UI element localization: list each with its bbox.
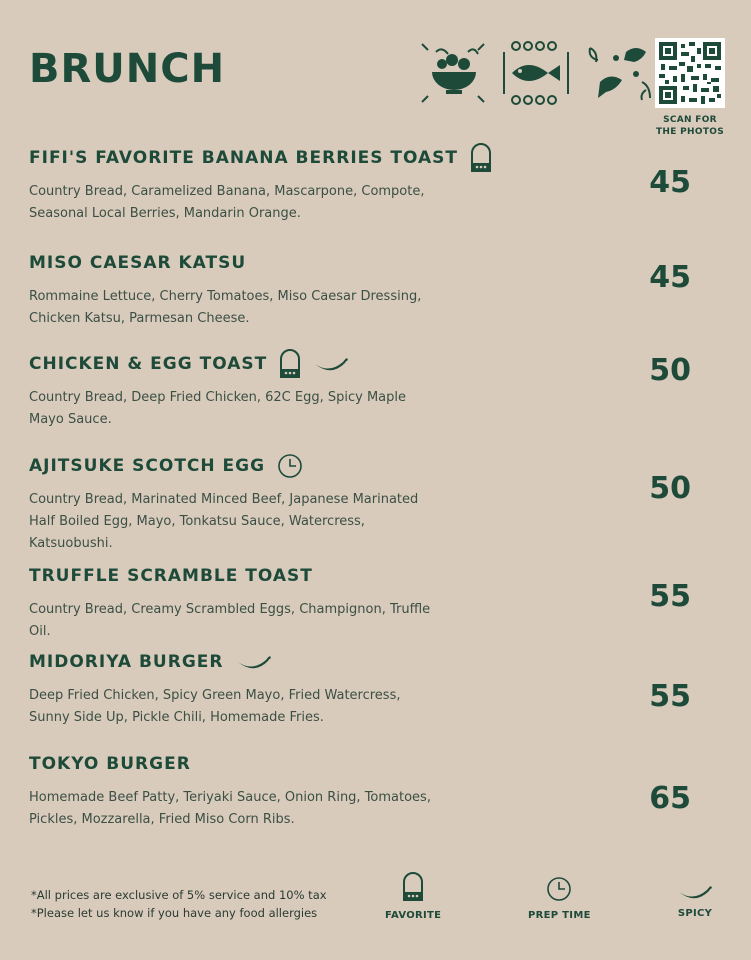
item-description bbox=[29, 489, 449, 555]
legend-favorite bbox=[385, 872, 441, 921]
item-price: 45 bbox=[649, 165, 691, 200]
desc-line: Mayo Sauce. bbox=[29, 412, 112, 427]
menu-item bbox=[29, 451, 729, 555]
qr-code[interactable] bbox=[655, 38, 725, 108]
fish-icon bbox=[502, 38, 574, 108]
page-title: BRUNCH bbox=[29, 46, 226, 92]
item-price: 55 bbox=[649, 579, 691, 614]
item-description bbox=[29, 685, 449, 729]
chili-icon bbox=[236, 654, 272, 670]
decorative-icons bbox=[418, 38, 658, 108]
rice-bowl-icon bbox=[418, 38, 490, 108]
legend-spicy bbox=[677, 884, 713, 919]
menu-item bbox=[29, 647, 729, 729]
menu-item bbox=[29, 248, 729, 330]
item-name: FIFI'S FAVORITE BANANA BERRIES TOAST bbox=[29, 148, 459, 168]
clock-icon bbox=[277, 453, 303, 479]
item-name: MISO CAESAR KATSU bbox=[29, 253, 247, 273]
qr-code-block bbox=[655, 38, 725, 138]
chili-icon bbox=[677, 884, 713, 900]
desc-line: Deep Fried Chicken, Spicy Green Mayo, Fried Watercress, bbox=[29, 688, 401, 703]
item-name: CHICKEN & EGG TOAST bbox=[29, 354, 268, 374]
favorite-icon bbox=[402, 872, 424, 902]
item-price: 50 bbox=[649, 353, 691, 388]
item-price: 55 bbox=[649, 679, 691, 714]
menu-item bbox=[29, 749, 729, 831]
item-name: AJITSUKE SCOTCH EGG bbox=[29, 456, 266, 476]
item-name: TOKYO BURGER bbox=[29, 754, 191, 774]
item-description bbox=[29, 387, 449, 431]
desc-line: Sunny Side Up, Pickle Chili, Homemade Fries. bbox=[29, 710, 324, 725]
item-name: TRUFFLE SCRAMBLE TOAST bbox=[29, 566, 313, 586]
legend-label: FAVORITE bbox=[385, 910, 442, 921]
legend-label: PREP TIME bbox=[528, 910, 591, 921]
desc-line: Homemade Beef Patty, Teriyaki Sauce, Onion Ring, Tomatoes, bbox=[29, 790, 431, 805]
favorite-icon bbox=[279, 349, 301, 379]
footer-notes bbox=[31, 886, 327, 922]
birds-icon bbox=[586, 38, 658, 108]
menu-item bbox=[29, 561, 729, 643]
item-description bbox=[29, 286, 449, 330]
chili-icon bbox=[313, 356, 349, 372]
desc-line: Country Bread, Deep Fried Chicken, 62C Egg, Spicy Maple bbox=[29, 390, 407, 405]
item-price: 45 bbox=[649, 260, 691, 295]
qr-label-line2: THE PHOTOS bbox=[655, 127, 724, 137]
desc-line: Seasonal Local Berries, Mandarin Orange. bbox=[29, 206, 301, 221]
menu-item bbox=[29, 349, 729, 431]
qr-label bbox=[655, 114, 725, 138]
favorite-icon bbox=[470, 143, 492, 173]
desc-line: Country Bread, Caramelized Banana, Mascarpone, Compote, bbox=[29, 184, 425, 199]
item-name: MIDORIYA BURGER bbox=[29, 652, 224, 672]
item-description bbox=[29, 787, 449, 831]
menu-item bbox=[29, 143, 729, 225]
item-description bbox=[29, 181, 449, 225]
desc-line: Half Boiled Egg, Mayo, Tonkatsu Sauce, Watercress, Katsuobushi. bbox=[29, 514, 365, 551]
clock-icon bbox=[546, 876, 572, 902]
item-price: 50 bbox=[649, 471, 691, 506]
desc-line: Pickles, Mozzarella, Fried Miso Corn Ribs. bbox=[29, 812, 295, 827]
footer-note: *All prices are exclusive of 5% service and 10% tax bbox=[31, 888, 327, 902]
item-description bbox=[29, 599, 449, 643]
desc-line: Country Bread, Creamy Scrambled Eggs, Champignon, Truffle Oil. bbox=[29, 602, 431, 639]
legend-prep-time bbox=[528, 876, 591, 921]
desc-line: Chicken Katsu, Parmesan Cheese. bbox=[29, 311, 250, 326]
qr-label-line1: SCAN FOR bbox=[663, 115, 717, 125]
footer-note: *Please let us know if you have any food allergies bbox=[31, 906, 318, 920]
desc-line: Rommaine Lettuce, Cherry Tomatoes, Miso Caesar Dressing, bbox=[29, 289, 422, 304]
item-price: 65 bbox=[649, 781, 691, 816]
legend-label: SPICY bbox=[677, 908, 713, 919]
desc-line: Country Bread, Marinated Minced Beef, Japanese Marinated bbox=[29, 492, 419, 507]
